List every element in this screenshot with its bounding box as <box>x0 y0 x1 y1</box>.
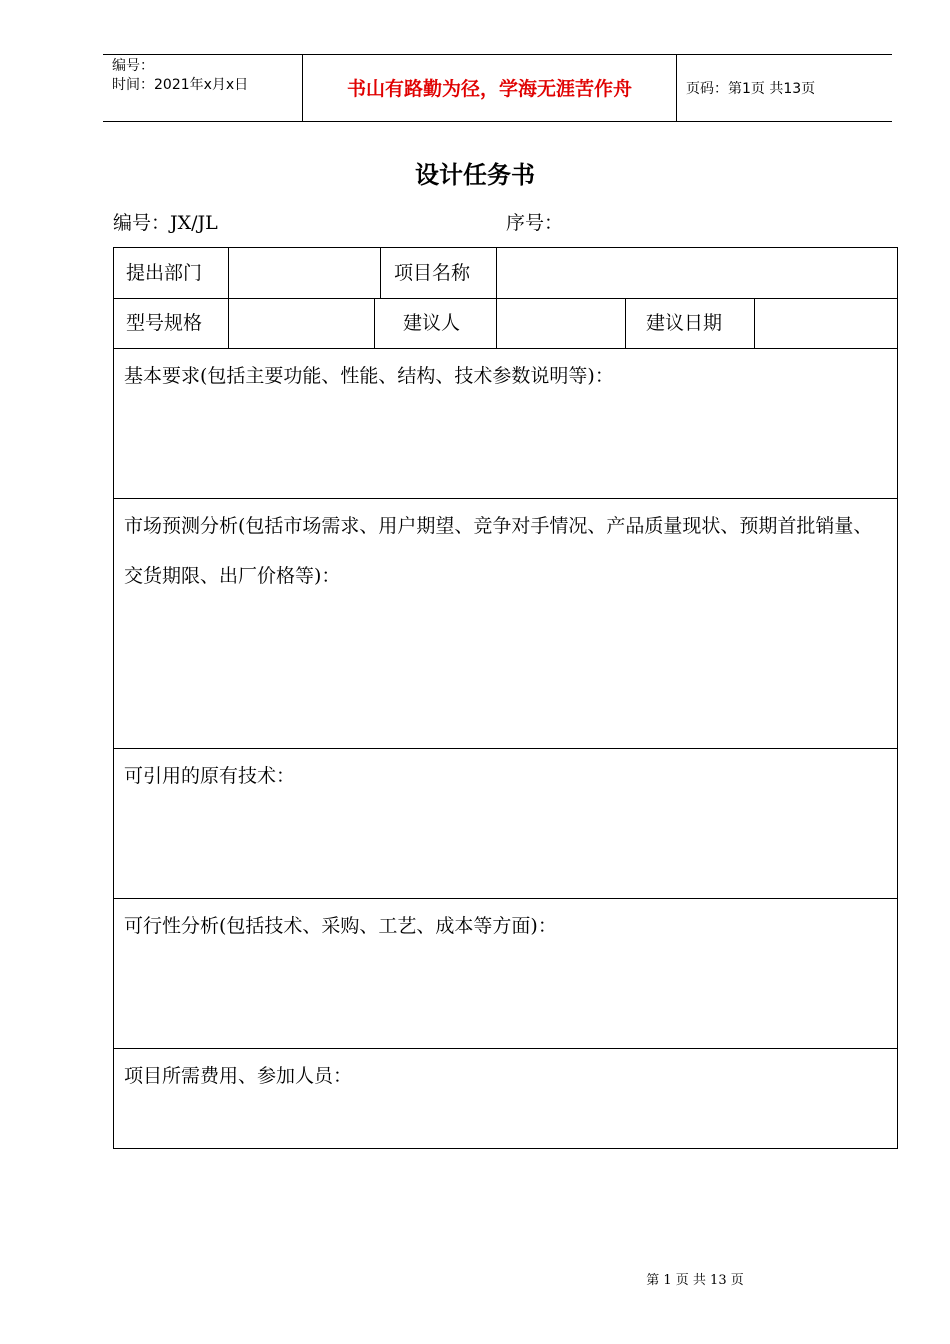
proposer-label: 建议人 <box>403 312 461 334</box>
design-task-form <box>113 247 898 1149</box>
dept-label: 提出部门 <box>126 262 203 284</box>
row1-divider-3 <box>496 248 497 298</box>
row2-divider-5 <box>754 298 755 348</box>
row2-divider-3 <box>496 298 497 348</box>
document-title: 设计任务书 <box>415 161 535 189</box>
section-market-analysis: 市场预测分析(包括市场需求、用户期望、竞争对手情况、产品质量现状、预期首批销量、交货期限、出厂价格等)： <box>124 515 873 587</box>
header-page-info: 页码：第1页 共13页 <box>686 81 816 97</box>
section-existing-technology: 可引用的原有技术： <box>124 765 296 787</box>
proposal-date-label: 建议日期 <box>646 312 723 334</box>
section-feasibility-analysis: 可行性分析(包括技术、采购、工艺、成本等方面)： <box>124 915 557 937</box>
header-slogan: 书山有路勤为径，学海无涯苦作舟 <box>346 78 632 100</box>
document-serial-label: 序号： <box>506 212 564 234</box>
page-header <box>103 54 892 122</box>
row-separator-3 <box>114 498 897 499</box>
row2-divider-1 <box>228 298 229 348</box>
row1-divider-1 <box>228 248 229 298</box>
row-separator-6 <box>114 1048 897 1049</box>
row-separator-1 <box>114 298 897 299</box>
row1-divider-2 <box>380 248 381 298</box>
header-date-label: 时间：2021年x月x日 <box>112 77 249 93</box>
row-separator-5 <box>114 898 897 899</box>
section-basic-requirements: 基本要求(包括主要功能、性能、结构、技术参数说明等)： <box>124 365 614 387</box>
header-slogan-cell <box>303 55 677 121</box>
section-cost-and-personnel: 项目所需费用、参加人员： <box>124 1065 353 1087</box>
project-name-label: 项目名称 <box>394 262 471 284</box>
header-info-cell <box>103 55 303 121</box>
row2-divider-2 <box>374 298 375 348</box>
document-code: 编号：JX/JL <box>113 212 218 234</box>
row-separator-4 <box>114 748 897 749</box>
row2-divider-4 <box>625 298 626 348</box>
header-number-label: 编号： <box>112 58 154 74</box>
header-page-cell <box>677 55 892 121</box>
row-separator-2 <box>114 348 897 349</box>
page-footer: 第 1 页 共 13 页 <box>646 1273 744 1288</box>
model-label: 型号规格 <box>126 312 203 334</box>
